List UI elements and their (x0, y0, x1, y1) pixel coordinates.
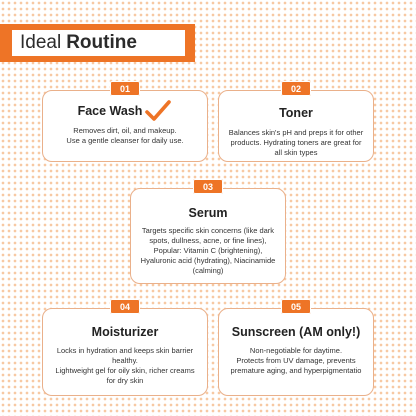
step-number-badge: 04 (110, 299, 140, 314)
step-card-face-wash (42, 83, 208, 162)
checkmark-icon (144, 99, 172, 123)
title-light-text: Ideal (20, 32, 62, 53)
step-card-moisturizer (42, 301, 208, 396)
step-title: Toner (279, 106, 313, 120)
step-description: Non-negotiable for daytime. Protects from UV damage, prevents premature aging, and hyperpigmentatio (230, 346, 362, 375)
step-number-badge: 05 (281, 299, 311, 314)
step-title: Serum (188, 206, 228, 220)
step-number-badge: 02 (281, 81, 311, 96)
page-title (12, 30, 185, 56)
step-title: Moisturizer (91, 325, 159, 339)
step-number-badge: 03 (193, 179, 223, 194)
step-description: Targets specific skin concerns (like dark spots, dullness, acne, or fine lines), Popular: Vitamin C (brightening), Hyaluronic acid (hydrating), Niacinamide (calming) (140, 226, 276, 275)
step-title: Sunscreen (AM only!) (231, 325, 361, 339)
step-card-toner (218, 83, 374, 162)
title-bold-text: Routine (66, 32, 137, 53)
step-description: Balances skin's pH and preps it for other products. Hydrating toners are great for all skin types (228, 128, 364, 157)
step-title: Face Wash (77, 104, 143, 118)
step-card-serum (130, 181, 286, 284)
step-description: Locks in hydration and keeps skin barrier healthy. Lightweight gel for oily skin, richer creams for dry skin (55, 346, 195, 385)
step-number-badge: 01 (110, 81, 140, 96)
step-description: Removes dirt, oil, and makeup. Use a gentle cleanser for daily use. (66, 126, 184, 145)
step-card-sunscreen (218, 301, 374, 396)
title-banner (0, 24, 195, 62)
